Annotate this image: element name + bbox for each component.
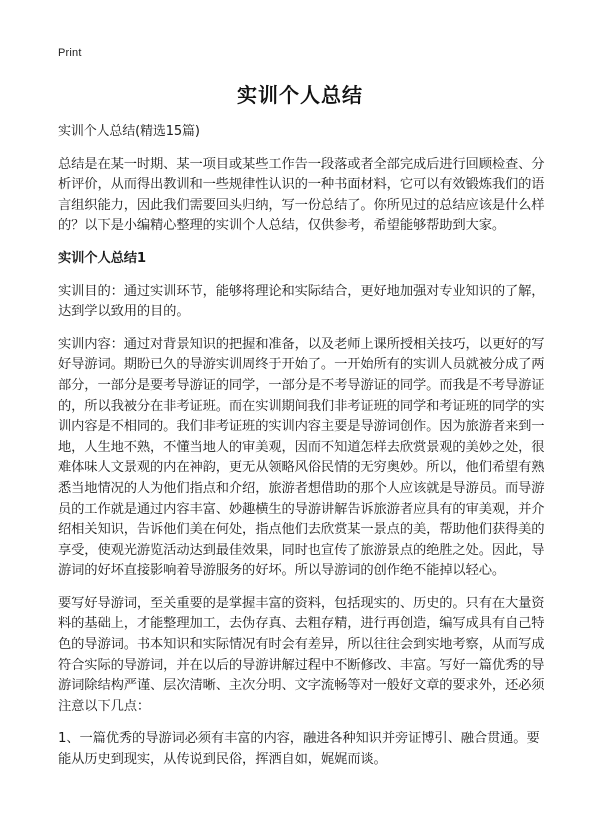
document-subtitle: 实训个人总结(精选15篇) [58, 124, 200, 139]
paragraph-point-1: 1、一篇优秀的导游词必须有丰富的内容，融进各种知识并旁证博引、融合贯通。要能从历史到现实，从传说到民俗，挥洒自如，娓娓而谈。 [58, 731, 540, 768]
document-body [58, 122, 547, 783]
section-heading: 实训个人总结1 [58, 250, 146, 266]
paragraph-writing-guide: 要写好导游词，至关重要的是掌握丰富的资料，包括现实的、历史的。只有在大量资料的基础上，才能整理加工，去伪存真、去粗存精，进行再创造，编写成具有自己特色的导游词。书本知识和实际情况有时会有差异，所以往往会到实地考察，从而写成符合实际的导游词，并在以后的导游讲解过程中不断修改、丰富。写好一篇优秀的导游词除结构严谨、层次清晰、主次分明、文字流畅等对一般好文章的要求外，还必须注意以下几点： [58, 595, 545, 714]
paragraph-content: 实训内容：通过对背景知识的把握和准备，以及老师上课所授相关技巧，以更好的写好导游词。期盼已久的导游实训周终于开始了。一开始所有的实训人员就被分成了两部分，一部分是要考导游证的同学，一部分是不考导游证的同学。而我是不考导游证的，所以我被分在非考证班。而在实训期间我们非考证班的同学和考证班的同学的实训内容是不相同的。我们非考证班的实训内容主要是导游词创作。因为旅游者来到一地，人生地不熟，不懂当地人的审美观，因而不知道怎样去欣赏景观的美妙之处，很难体味人文景观的内在神韵，更无从领略风俗民情的无穷奥妙。所以，他们希望有熟悉当地情况的人为他们指点和介绍，旅游者想借助的那个人应该就是导游员。而导游员的工作就是通过内容丰富、妙趣横生的导游讲解告诉旅游者应具有的审美观，并介绍相关知识，告诉他们美在何处，指点他们去欣赏某一景点的美，帮助他们获得美的享受，使观光游览活动达到最佳效果，同时也宣传了旅游景点的绝胜之处。因此，导游词的好坏直接影响着导游服务的好坏。所以导游词的创作绝不能掉以轻心。 [58, 336, 545, 579]
print-link[interactable]: Print [58, 47, 82, 59]
intro-paragraph: 总结是在某一时期、某一项目或某些工作告一段落或者全部完成后进行回顾检查、分析评价，从而得出教训和一些规律性认识的一种书面材料，它可以有效锻炼我们的语言组织能力，因此我们需要回头归纳，写一份总结了。你所见过的总结应该是什么样的？以下是小编精心整理的实训个人总结，仅供参考，希望能够帮助到大家。 [58, 156, 545, 234]
paragraph-purpose: 实训目的：通过实训环节，能够将理论和实际结合，更好地加强对专业知识的了解，达到学以致用的目的。 [58, 283, 545, 320]
page-title: 实训个人总结 [237, 83, 363, 107]
